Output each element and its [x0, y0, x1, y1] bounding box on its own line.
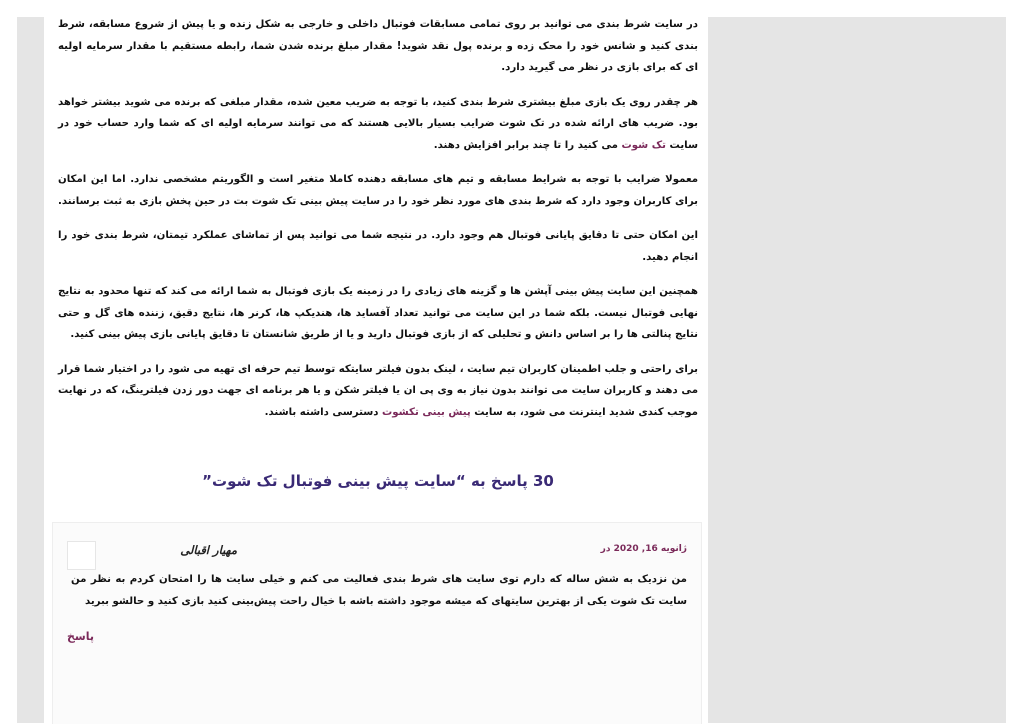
- article-body: [58, 14, 698, 436]
- paragraph-text: می کنید را تا چند برابر افزایش دهند.: [433, 139, 622, 151]
- comments-title: 30 پاسخ به “سایت پیش بینی فوتبال تک شوت”: [202, 472, 554, 490]
- article-paragraph: در سایت شرط بندی می توانید بر روی تمامی مسابقات فوتبال داخلی و خارجی به شکل زنده و یا پیش از شروع مسابقه، شرط بندی کنید و شانس خود را محک زده و برنده پول نقد شوید! مقدار مبلغ برنده شدن شما، رابطه مستقیم با مقدار سرمایه اولیه ای که برای بازی در نظر می گیرید دارد.: [58, 19, 698, 73]
- comment-date[interactable]: ژانویه 16, 2020 در: [600, 544, 687, 554]
- reply-link[interactable]: پاسخ: [67, 630, 95, 643]
- avatar: [67, 541, 96, 570]
- paragraph-text: برای راحتی و جلب اطمینان کاربران تیم سایت ، لینک بدون فیلتر سایتکه توسط تیم حرفه ای تهیه می شود را در اختیار شما قرار می دهند و کاربران سایت می توانند بدون نیاز به وی پی ان یا فیلتر شکن و یا هر برنامه ای جهت دور زدن فیلترینگ، که در نهایت موجب کندی شدید اینترنت می شود، به سایت: [58, 363, 698, 418]
- paragraph-text: دسترسی داشته باشند.: [264, 406, 383, 418]
- article-paragraph: [58, 92, 698, 157]
- comment-text: من نزدیک به شش ساله که دارم توی سایت های شرط بندی فعالیت می کنم و خیلی سایت ها را امتحان کردم به نظر من سایت تک شوت یکی از بهترین سایتهای که میشه موجود داشته باشه با خیال راحت پیش‌بینی کنید بازی کنید و حالشو ببرید: [71, 574, 687, 607]
- comment-author[interactable]: مهیار اقبالی: [180, 543, 237, 557]
- article-paragraph: معمولا ضرایب با توجه به شرایط مسابقه و تیم های مسابقه دهنده کاملا متغیر است و الگوریتم مشخصی ندارد. اما این امکان برای کاربران وجود دارد که شرط بندی های مورد نظر خود را در سایت پیش بینی تک شوت بت در حین پخش بازی به ثبت برسانند.: [58, 174, 698, 207]
- article-paragraph: این امکان حتی تا دقایق پایانی فوتبال هم وجود دارد. در نتیجه شما می توانید پس از تماشای عملکرد تیمتان، شرط بندی خود را انجام دهید.: [58, 230, 698, 263]
- article-paragraph: [58, 359, 698, 424]
- sidebar: [709, 17, 1006, 723]
- article-paragraph: همچنین این سایت پیش بینی آپشن ها و گزینه های زیادی را در زمینه یک بازی فوتبال به شما ارائه می کند که تنها محدود به نتایج نهایی فوتبال نیست. بلکه شما در این سایت می توانید تعداد آفساید ها، هندیکپ ها، کرنر ها، نتایج دقیق، زننده های گل و حتی نتایج پنالتی ها را بر اساس دانش و تحلیلی که از بازی فوتبال دارید و یا از طریق شانستان تا دقایق پایانی بازی پیش بینی کنید.: [58, 286, 698, 340]
- comment-item: [52, 522, 702, 724]
- prediction-site-link[interactable]: پیش بینی تکشوت: [382, 406, 471, 418]
- tak-shot-link[interactable]: تک شوت: [621, 139, 666, 151]
- paragraph-text: هر چقدر روی یک بازی مبلغ بیشتری شرط بندی کنید، با توجه به ضریب معین شده، مقدار مبلغی که برنده می شوید بیشتر خواهد بود. ضریب های ارائه شده در تک شوت ضرایب بسیار بالایی هستند که می توانند سرمایه اولیه ای که شما وارد حساب خود در سایت: [58, 96, 698, 151]
